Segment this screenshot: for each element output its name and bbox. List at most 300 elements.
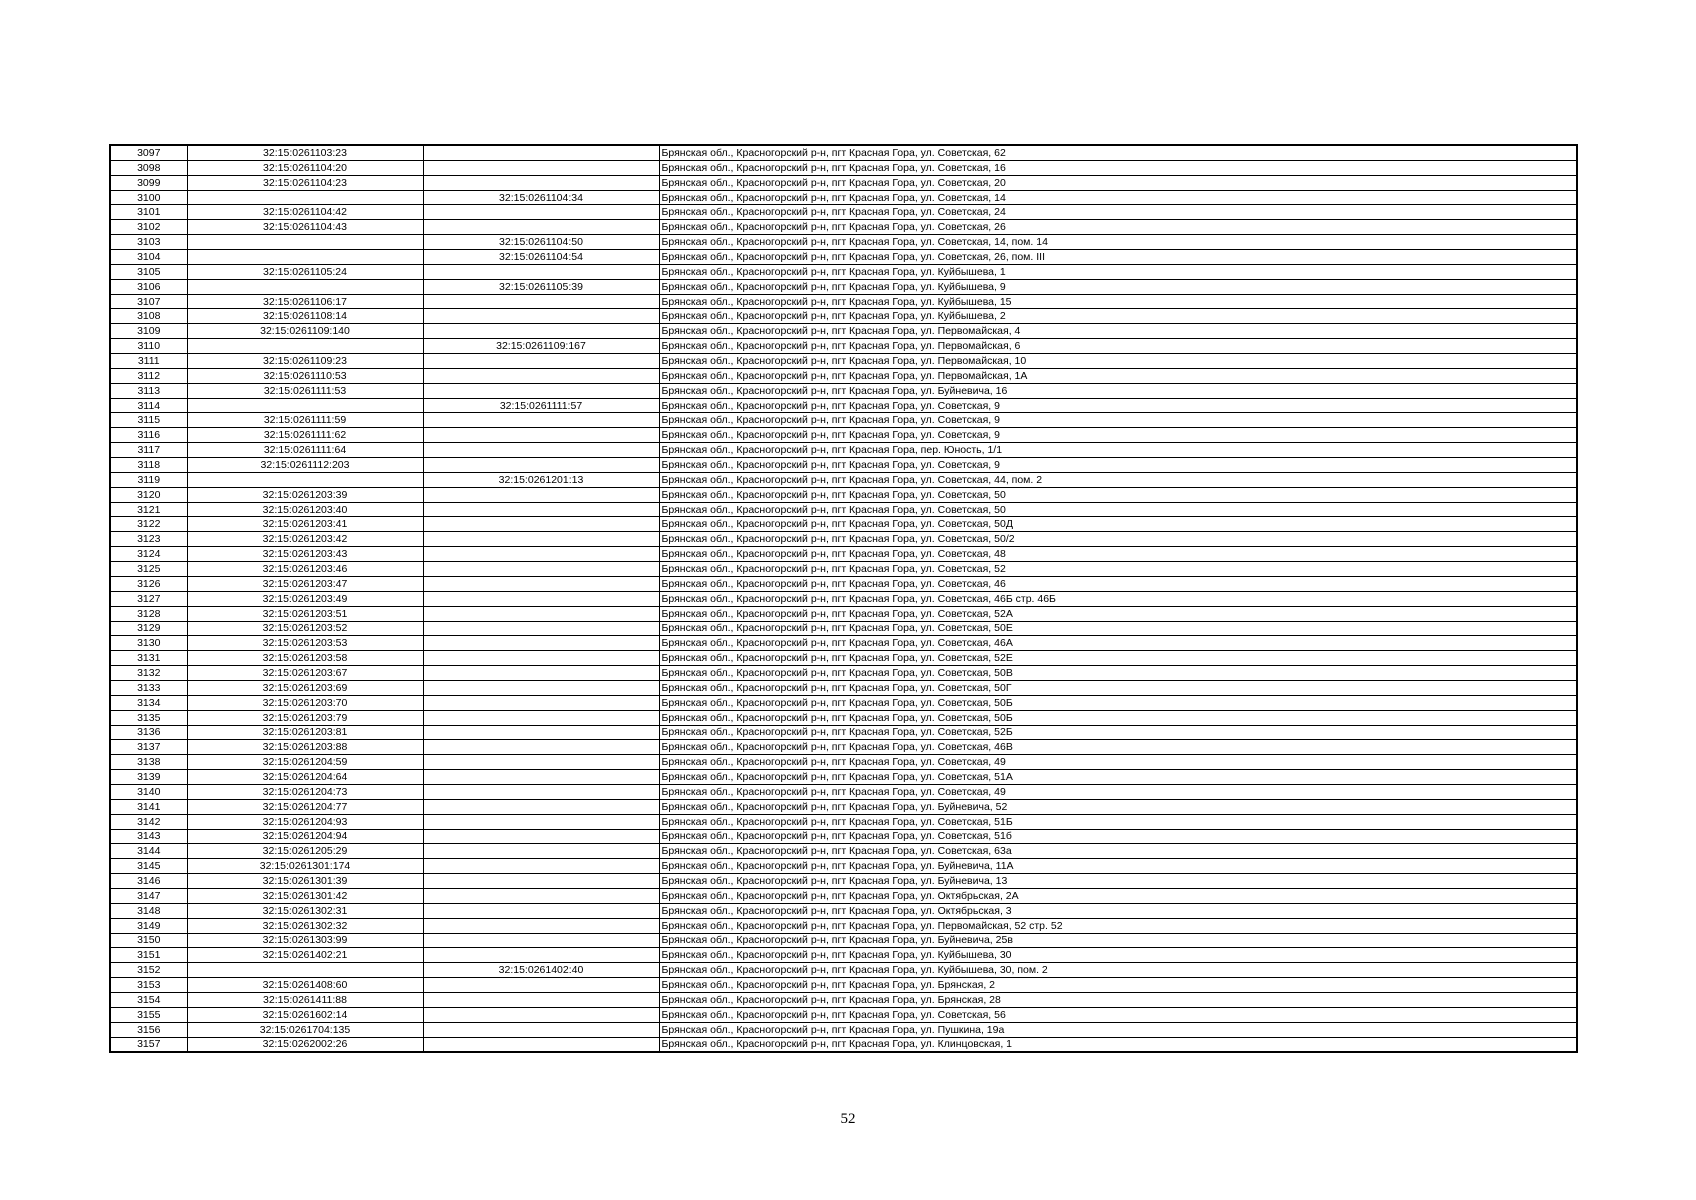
building-cadastral-number-cell: 32:15:0261201:13 [423, 472, 659, 487]
building-cadastral-number-cell [423, 324, 659, 339]
land-cadastral-number-cell: 32:15:0261105:24 [187, 264, 423, 279]
table-row [110, 309, 1577, 324]
address-cell: Брянская обл., Красногорский р-н, пгт Красная Гора, ул. Первомайская, 52 стр. 52 [659, 918, 1577, 933]
land-cadastral-number-cell: 32:15:0261204:64 [187, 770, 423, 785]
row-number-cell: 3143 [110, 829, 187, 844]
land-cadastral-number-cell: 32:15:0261111:62 [187, 428, 423, 443]
address-cell: Брянская обл., Красногорский р-н, пгт Красная Гора, ул. Советская, 50Б [659, 695, 1577, 710]
row-number-cell: 3105 [110, 264, 187, 279]
address-cell: Брянская обл., Красногорский р-н, пгт Красная Гора, ул. Советская, 9 [659, 398, 1577, 413]
row-number-cell: 3135 [110, 710, 187, 725]
land-cadastral-number-cell [187, 963, 423, 978]
table-row [110, 621, 1577, 636]
address-cell: Брянская обл., Красногорский р-н, пгт Красная Гора, ул. Советская, 50В [659, 666, 1577, 681]
address-cell: Брянская обл., Красногорский р-н, пгт Красная Гора, ул. Советская, 50Г [659, 680, 1577, 695]
land-cadastral-number-cell: 32:15:0261302:31 [187, 903, 423, 918]
row-number-cell: 3127 [110, 591, 187, 606]
table-row [110, 576, 1577, 591]
building-cadastral-number-cell [423, 562, 659, 577]
building-cadastral-number-cell [423, 933, 659, 948]
table-row [110, 814, 1577, 829]
building-cadastral-number-cell [423, 725, 659, 740]
land-cadastral-number-cell: 32:15:0261104:20 [187, 160, 423, 175]
table-row [110, 443, 1577, 458]
table-row [110, 562, 1577, 577]
table-row [110, 725, 1577, 740]
row-number-cell: 3151 [110, 948, 187, 963]
row-number-cell: 3107 [110, 294, 187, 309]
row-number-cell: 3101 [110, 205, 187, 220]
address-cell: Брянская обл., Красногорский р-н, пгт Красная Гора, ул. Буйневича, 13 [659, 874, 1577, 889]
table-row [110, 472, 1577, 487]
land-cadastral-number-cell [187, 472, 423, 487]
table-row [110, 799, 1577, 814]
land-cadastral-number-cell: 32:15:0261203:49 [187, 591, 423, 606]
address-cell: Брянская обл., Красногорский р-н, пгт Красная Гора, ул. Куйбышева, 30, пом. 2 [659, 963, 1577, 978]
table-row [110, 547, 1577, 562]
table-row [110, 502, 1577, 517]
address-cell: Брянская обл., Красногорский р-н, пгт Красная Гора, ул. Пушкина, 19а [659, 1022, 1577, 1037]
row-number-cell: 3104 [110, 250, 187, 265]
table-row [110, 770, 1577, 785]
table-row [110, 175, 1577, 190]
building-cadastral-number-cell [423, 487, 659, 502]
land-cadastral-number-cell [187, 190, 423, 205]
table-row [110, 250, 1577, 265]
land-cadastral-number-cell: 32:15:0261204:73 [187, 784, 423, 799]
table-row [110, 354, 1577, 369]
row-number-cell: 3147 [110, 888, 187, 903]
address-cell: Брянская обл., Красногорский р-н, пгт Красная Гора, ул. Куйбышева, 9 [659, 279, 1577, 294]
table-row [110, 933, 1577, 948]
land-cadastral-number-cell: 32:15:0261108:14 [187, 309, 423, 324]
table-row [110, 1022, 1577, 1037]
row-number-cell: 3139 [110, 770, 187, 785]
address-cell: Брянская обл., Красногорский р-н, пгт Красная Гора, ул. Советская, 16 [659, 160, 1577, 175]
row-number-cell: 3097 [110, 145, 187, 160]
land-cadastral-number-cell: 32:15:0261203:51 [187, 606, 423, 621]
row-number-cell: 3123 [110, 532, 187, 547]
table-row [110, 755, 1577, 770]
table-row [110, 978, 1577, 993]
building-cadastral-number-cell [423, 264, 659, 279]
address-cell: Брянская обл., Красногорский р-н, пгт Красная Гора, ул. Клинцовская, 1 [659, 1037, 1577, 1052]
table-row [110, 279, 1577, 294]
table-row [110, 963, 1577, 978]
page-number: 52 [840, 1111, 856, 1127]
building-cadastral-number-cell [423, 814, 659, 829]
land-cadastral-number-cell [187, 279, 423, 294]
building-cadastral-number-cell: 32:15:0261104:54 [423, 250, 659, 265]
address-cell: Брянская обл., Красногорский р-н, пгт Красная Гора, ул. Буйневича, 52 [659, 799, 1577, 814]
table-row [110, 591, 1577, 606]
table-row [110, 680, 1577, 695]
table-row [110, 844, 1577, 859]
land-cadastral-number-cell: 32:15:0261204:93 [187, 814, 423, 829]
table-row [110, 859, 1577, 874]
land-cadastral-number-cell: 32:15:0261203:41 [187, 517, 423, 532]
building-cadastral-number-cell [423, 859, 659, 874]
land-cadastral-number-cell: 32:15:0261203:81 [187, 725, 423, 740]
building-cadastral-number-cell [423, 502, 659, 517]
row-number-cell: 3108 [110, 309, 187, 324]
address-cell: Брянская обл., Красногорский р-н, пгт Красная Гора, ул. Советская, 52 [659, 562, 1577, 577]
address-cell: Брянская обл., Красногорский р-н, пгт Красная Гора, ул. Советская, 52Б [659, 725, 1577, 740]
row-number-cell: 3132 [110, 666, 187, 681]
land-cadastral-number-cell: 32:15:0261112:203 [187, 458, 423, 473]
building-cadastral-number-cell [423, 1022, 659, 1037]
building-cadastral-number-cell [423, 294, 659, 309]
row-number-cell: 3145 [110, 859, 187, 874]
building-cadastral-number-cell: 32:15:0261105:39 [423, 279, 659, 294]
table-row [110, 651, 1577, 666]
land-cadastral-number-cell: 32:15:0261111:53 [187, 383, 423, 398]
address-cell: Брянская обл., Красногорский р-н, пгт Красная Гора, ул. Советская, 48 [659, 547, 1577, 562]
table-body [110, 145, 1577, 1052]
land-cadastral-number-cell: 32:15:0261204:94 [187, 829, 423, 844]
land-cadastral-number-cell: 32:15:0261104:43 [187, 220, 423, 235]
table-row [110, 294, 1577, 309]
land-cadastral-number-cell: 32:15:0261104:23 [187, 175, 423, 190]
row-number-cell: 3148 [110, 903, 187, 918]
land-cadastral-number-cell: 32:15:0261203:43 [187, 547, 423, 562]
address-cell: Брянская обл., Красногорский р-н, пгт Красная Гора, ул. Буйневича, 11А [659, 859, 1577, 874]
address-cell: Брянская обл., Красногорский р-н, пгт Красная Гора, ул. Советская, 14, пом. 14 [659, 235, 1577, 250]
building-cadastral-number-cell [423, 710, 659, 725]
building-cadastral-number-cell [423, 443, 659, 458]
building-cadastral-number-cell [423, 844, 659, 859]
table-row [110, 1037, 1577, 1052]
address-cell: Брянская обл., Красногорский р-н, пгт Красная Гора, ул. Советская, 63а [659, 844, 1577, 859]
building-cadastral-number-cell [423, 666, 659, 681]
table-row [110, 205, 1577, 220]
table-row [110, 220, 1577, 235]
building-cadastral-number-cell [423, 309, 659, 324]
row-number-cell: 3138 [110, 755, 187, 770]
building-cadastral-number-cell [423, 651, 659, 666]
building-cadastral-number-cell: 32:15:0261104:50 [423, 235, 659, 250]
land-cadastral-number-cell: 32:15:0261203:42 [187, 532, 423, 547]
building-cadastral-number-cell [423, 458, 659, 473]
table-row [110, 458, 1577, 473]
land-cadastral-number-cell: 32:15:0261203:88 [187, 740, 423, 755]
building-cadastral-number-cell [423, 874, 659, 889]
row-number-cell: 3133 [110, 680, 187, 695]
land-cadastral-number-cell: 32:15:0261301:39 [187, 874, 423, 889]
building-cadastral-number-cell [423, 175, 659, 190]
table-row [110, 160, 1577, 175]
land-cadastral-number-cell [187, 398, 423, 413]
row-number-cell: 3098 [110, 160, 187, 175]
address-cell: Брянская обл., Красногорский р-н, пгт Красная Гора, ул. Советская, 26 [659, 220, 1577, 235]
row-number-cell: 3128 [110, 606, 187, 621]
row-number-cell: 3106 [110, 279, 187, 294]
row-number-cell: 3126 [110, 576, 187, 591]
address-cell: Брянская обл., Красногорский р-н, пгт Красная Гора, ул. Советская, 52Е [659, 651, 1577, 666]
land-cadastral-number-cell: 32:15:0261303:99 [187, 933, 423, 948]
address-cell: Брянская обл., Красногорский р-н, пгт Красная Гора, ул. Советская, 62 [659, 145, 1577, 160]
address-cell: Брянская обл., Красногорский р-н, пгт Красная Гора, ул. Советская, 24 [659, 205, 1577, 220]
land-cadastral-number-cell: 32:15:0261203:53 [187, 636, 423, 651]
land-cadastral-number-cell: 32:15:0261204:59 [187, 755, 423, 770]
table-row [110, 428, 1577, 443]
building-cadastral-number-cell [423, 576, 659, 591]
address-cell: Брянская обл., Красногорский р-н, пгт Красная Гора, ул. Советская, 50Б [659, 710, 1577, 725]
land-cadastral-number-cell: 32:15:0261602:14 [187, 1007, 423, 1022]
land-cadastral-number-cell: 32:15:0261203:79 [187, 710, 423, 725]
address-cell: Брянская обл., Красногорский р-н, пгт Красная Гора, ул. Куйбышева, 2 [659, 309, 1577, 324]
row-number-cell: 3119 [110, 472, 187, 487]
row-number-cell: 3130 [110, 636, 187, 651]
building-cadastral-number-cell [423, 948, 659, 963]
table-row [110, 992, 1577, 1007]
land-cadastral-number-cell: 32:15:0261205:29 [187, 844, 423, 859]
table-row [110, 264, 1577, 279]
land-cadastral-number-cell: 32:15:0261408:60 [187, 978, 423, 993]
building-cadastral-number-cell [423, 591, 659, 606]
row-number-cell: 3117 [110, 443, 187, 458]
row-number-cell: 3122 [110, 517, 187, 532]
building-cadastral-number-cell [423, 755, 659, 770]
address-cell: Брянская обл., Красногорский р-н, пгт Красная Гора, ул. Советская, 49 [659, 784, 1577, 799]
address-cell: Брянская обл., Красногорский р-н, пгт Красная Гора, ул. Советская, 9 [659, 428, 1577, 443]
table-row [110, 666, 1577, 681]
table-row [110, 740, 1577, 755]
building-cadastral-number-cell [423, 354, 659, 369]
address-cell: Брянская обл., Красногорский р-н, пгт Красная Гора, ул. Советская, 46А [659, 636, 1577, 651]
row-number-cell: 3134 [110, 695, 187, 710]
land-cadastral-number-cell: 32:15:0261203:47 [187, 576, 423, 591]
address-cell: Брянская обл., Красногорский р-н, пгт Красная Гора, ул. Советская, 20 [659, 175, 1577, 190]
address-cell: Брянская обл., Красногорский р-н, пгт Красная Гора, ул. Первомайская, 10 [659, 354, 1577, 369]
row-number-cell: 3142 [110, 814, 187, 829]
building-cadastral-number-cell [423, 145, 659, 160]
building-cadastral-number-cell [423, 695, 659, 710]
land-cadastral-number-cell: 32:15:0261203:67 [187, 666, 423, 681]
land-cadastral-number-cell: 32:15:0261110:53 [187, 368, 423, 383]
row-number-cell: 3120 [110, 487, 187, 502]
row-number-cell: 3154 [110, 992, 187, 1007]
row-number-cell: 3125 [110, 562, 187, 577]
address-cell: Брянская обл., Красногорский р-н, пгт Красная Гора, ул. Буйневича, 25в [659, 933, 1577, 948]
address-cell: Брянская обл., Красногорский р-н, пгт Красная Гора, ул. Советская, 49 [659, 755, 1577, 770]
address-cell: Брянская обл., Красногорский р-н, пгт Красная Гора, ул. Советская, 51б [659, 829, 1577, 844]
building-cadastral-number-cell [423, 903, 659, 918]
building-cadastral-number-cell [423, 978, 659, 993]
land-cadastral-number-cell: 32:15:0262002:26 [187, 1037, 423, 1052]
address-cell: Брянская обл., Красногорский р-н, пгт Красная Гора, ул. Советская, 51Б [659, 814, 1577, 829]
table-row [110, 948, 1577, 963]
table-row [110, 398, 1577, 413]
table-row [110, 413, 1577, 428]
address-cell: Брянская обл., Красногорский р-н, пгт Красная Гора, ул. Советская, 44, пом. 2 [659, 472, 1577, 487]
building-cadastral-number-cell [423, 606, 659, 621]
land-cadastral-number-cell: 32:15:0261203:70 [187, 695, 423, 710]
row-number-cell: 3114 [110, 398, 187, 413]
table-row [110, 1007, 1577, 1022]
address-cell: Брянская обл., Красногорский р-н, пгт Красная Гора, ул. Советская, 52А [659, 606, 1577, 621]
row-number-cell: 3115 [110, 413, 187, 428]
row-number-cell: 3121 [110, 502, 187, 517]
building-cadastral-number-cell [423, 621, 659, 636]
building-cadastral-number-cell [423, 918, 659, 933]
table-row [110, 695, 1577, 710]
building-cadastral-number-cell [423, 770, 659, 785]
land-cadastral-number-cell: 32:15:0261109:140 [187, 324, 423, 339]
table-row [110, 888, 1577, 903]
land-cadastral-number-cell: 32:15:0261106:17 [187, 294, 423, 309]
land-cadastral-number-cell: 32:15:0261203:40 [187, 502, 423, 517]
table-row [110, 532, 1577, 547]
row-number-cell: 3155 [110, 1007, 187, 1022]
address-cell: Брянская обл., Красногорский р-н, пгт Красная Гора, ул. Первомайская, 1А [659, 368, 1577, 383]
address-cell: Брянская обл., Красногорский р-н, пгт Красная Гора, ул. Советская, 14 [659, 190, 1577, 205]
building-cadastral-number-cell: 32:15:0261109:167 [423, 339, 659, 354]
building-cadastral-number-cell [423, 532, 659, 547]
table-row [110, 145, 1577, 160]
address-cell: Брянская обл., Красногорский р-н, пгт Красная Гора, ул. Советская, 51А [659, 770, 1577, 785]
address-cell: Брянская обл., Красногорский р-н, пгт Красная Гора, ул. Советская, 9 [659, 413, 1577, 428]
building-cadastral-number-cell [423, 636, 659, 651]
building-cadastral-number-cell [423, 784, 659, 799]
table-row [110, 903, 1577, 918]
table-row [110, 339, 1577, 354]
building-cadastral-number-cell [423, 1037, 659, 1052]
table-row [110, 487, 1577, 502]
row-number-cell: 3144 [110, 844, 187, 859]
address-cell: Брянская обл., Красногорский р-н, пгт Красная Гора, ул. Советская, 50Е [659, 621, 1577, 636]
building-cadastral-number-cell [423, 413, 659, 428]
row-number-cell: 3152 [110, 963, 187, 978]
building-cadastral-number-cell [423, 547, 659, 562]
address-cell: Брянская обл., Красногорский р-н, пгт Красная Гора, ул. Куйбышева, 15 [659, 294, 1577, 309]
row-number-cell: 3118 [110, 458, 187, 473]
address-cell: Брянская обл., Красногорский р-н, пгт Красная Гора, ул. Первомайская, 6 [659, 339, 1577, 354]
address-cell: Брянская обл., Красногорский р-н, пгт Красная Гора, ул. Куйбышева, 1 [659, 264, 1577, 279]
address-cell: Брянская обл., Красногорский р-н, пгт Красная Гора, ул. Советская, 46Б стр. 46Б [659, 591, 1577, 606]
land-cadastral-number-cell: 32:15:0261301:174 [187, 859, 423, 874]
land-cadastral-number-cell: 32:15:0261203:39 [187, 487, 423, 502]
address-cell: Брянская обл., Красногорский р-н, пгт Красная Гора, ул. Советская, 26, пом. III [659, 250, 1577, 265]
row-number-cell: 3136 [110, 725, 187, 740]
table-row [110, 190, 1577, 205]
building-cadastral-number-cell [423, 220, 659, 235]
address-cell: Брянская обл., Красногорский р-н, пгт Красная Гора, ул. Советская, 50Д [659, 517, 1577, 532]
land-cadastral-number-cell [187, 235, 423, 250]
building-cadastral-number-cell: 32:15:0261111:57 [423, 398, 659, 413]
row-number-cell: 3157 [110, 1037, 187, 1052]
row-number-cell: 3102 [110, 220, 187, 235]
building-cadastral-number-cell [423, 680, 659, 695]
table-row [110, 918, 1577, 933]
table-row [110, 874, 1577, 889]
row-number-cell: 3113 [110, 383, 187, 398]
table-row [110, 368, 1577, 383]
table-row [110, 636, 1577, 651]
row-number-cell: 3124 [110, 547, 187, 562]
row-number-cell: 3131 [110, 651, 187, 666]
address-cell: Брянская обл., Красногорский р-н, пгт Красная Гора, ул. Первомайская, 4 [659, 324, 1577, 339]
address-cell: Брянская обл., Красногорский р-н, пгт Красная Гора, ул. Советская, 46В [659, 740, 1577, 755]
land-cadastral-number-cell: 32:15:0261103:23 [187, 145, 423, 160]
building-cadastral-number-cell [423, 740, 659, 755]
building-cadastral-number-cell [423, 799, 659, 814]
land-cadastral-number-cell: 32:15:0261104:42 [187, 205, 423, 220]
row-number-cell: 3156 [110, 1022, 187, 1037]
address-cell: Брянская обл., Красногорский р-н, пгт Красная Гора, ул. Брянская, 28 [659, 992, 1577, 1007]
land-cadastral-number-cell: 32:15:0261111:59 [187, 413, 423, 428]
table-row [110, 710, 1577, 725]
building-cadastral-number-cell [423, 829, 659, 844]
address-cell: Брянская обл., Красногорский р-н, пгт Красная Гора, ул. Советская, 56 [659, 1007, 1577, 1022]
row-number-cell: 3129 [110, 621, 187, 636]
table-row [110, 829, 1577, 844]
land-cadastral-number-cell: 32:15:0261203:46 [187, 562, 423, 577]
address-cell: Брянская обл., Красногорский р-н, пгт Красная Гора, пер. Юность, 1/1 [659, 443, 1577, 458]
land-cadastral-number-cell: 32:15:0261411:88 [187, 992, 423, 1007]
address-cell: Брянская обл., Красногорский р-н, пгт Красная Гора, ул. Советская, 50 [659, 487, 1577, 502]
building-cadastral-number-cell [423, 517, 659, 532]
land-cadastral-number-cell: 32:15:0261111:64 [187, 443, 423, 458]
land-cadastral-number-cell: 32:15:0261402:21 [187, 948, 423, 963]
row-number-cell: 3150 [110, 933, 187, 948]
row-number-cell: 3103 [110, 235, 187, 250]
table-row [110, 517, 1577, 532]
row-number-cell: 3140 [110, 784, 187, 799]
row-number-cell: 3112 [110, 368, 187, 383]
building-cadastral-number-cell [423, 383, 659, 398]
table-row [110, 606, 1577, 621]
row-number-cell: 3149 [110, 918, 187, 933]
building-cadastral-number-cell [423, 1007, 659, 1022]
row-number-cell: 3110 [110, 339, 187, 354]
land-cadastral-number-cell: 32:15:0261204:77 [187, 799, 423, 814]
building-cadastral-number-cell [423, 205, 659, 220]
address-cell: Брянская обл., Красногорский р-н, пгт Красная Гора, ул. Октябрьская, 2А [659, 888, 1577, 903]
building-cadastral-number-cell [423, 992, 659, 1007]
row-number-cell: 3116 [110, 428, 187, 443]
row-number-cell: 3141 [110, 799, 187, 814]
address-cell: Брянская обл., Красногорский р-н, пгт Красная Гора, ул. Советская, 9 [659, 458, 1577, 473]
land-cadastral-number-cell: 32:15:0261203:69 [187, 680, 423, 695]
land-cadastral-number-cell: 32:15:0261302:32 [187, 918, 423, 933]
land-cadastral-number-cell [187, 250, 423, 265]
row-number-cell: 3100 [110, 190, 187, 205]
address-cell: Брянская обл., Красногорский р-н, пгт Красная Гора, ул. Советская, 50 [659, 502, 1577, 517]
address-cell: Брянская обл., Красногорский р-н, пгт Красная Гора, ул. Советская, 46 [659, 576, 1577, 591]
row-number-cell: 3137 [110, 740, 187, 755]
row-number-cell: 3099 [110, 175, 187, 190]
row-number-cell: 3153 [110, 978, 187, 993]
land-cadastral-number-cell: 32:15:0261109:23 [187, 354, 423, 369]
address-cell: Брянская обл., Красногорский р-н, пгт Красная Гора, ул. Советская, 50/2 [659, 532, 1577, 547]
table-row [110, 324, 1577, 339]
row-number-cell: 3111 [110, 354, 187, 369]
building-cadastral-number-cell [423, 428, 659, 443]
property-register-table [109, 144, 1578, 1053]
address-cell: Брянская обл., Красногорский р-н, пгт Красная Гора, ул. Октябрьская, 3 [659, 903, 1577, 918]
row-number-cell: 3146 [110, 874, 187, 889]
land-cadastral-number-cell: 32:15:0261203:52 [187, 621, 423, 636]
land-cadastral-number-cell [187, 339, 423, 354]
table-row [110, 235, 1577, 250]
land-cadastral-number-cell: 32:15:0261301:42 [187, 888, 423, 903]
address-cell: Брянская обл., Красногорский р-н, пгт Красная Гора, ул. Брянская, 2 [659, 978, 1577, 993]
address-cell: Брянская обл., Красногорский р-н, пгт Красная Гора, ул. Буйневича, 16 [659, 383, 1577, 398]
land-cadastral-number-cell: 32:15:0261203:58 [187, 651, 423, 666]
table-row [110, 383, 1577, 398]
row-number-cell: 3109 [110, 324, 187, 339]
